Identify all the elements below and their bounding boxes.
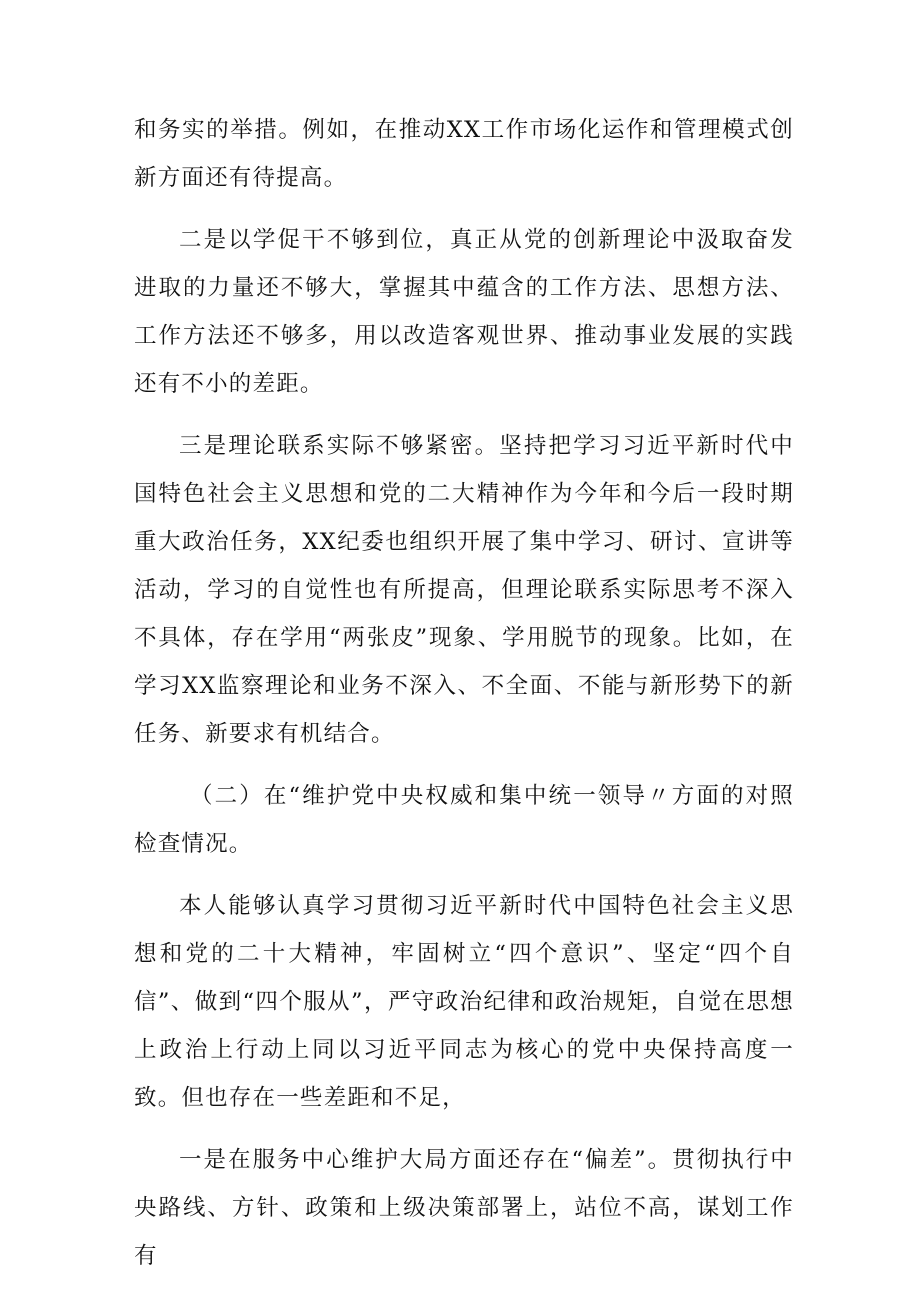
paragraph-continuation: 和务实的举措。例如，在推动XX工作市场化运作和管理模式创新方面还有待提高。 [134, 117, 794, 191]
paragraph-point-one: 一是在服务中心维护大局方面还存在“偏差”。贯彻执行中央路线、方针、政策和上级决策部署上，站位不高，谋划工作有 [134, 1147, 794, 1269]
document-body [134, 106, 794, 1280]
section-heading-two: （二）在“维护党中央权威和集中统一领导〃方面的对照检查情况。 [134, 783, 794, 857]
paragraph-self-review: 本人能够认真学习贯彻习近平新时代中国特色社会主义思想和党的二十大精神，牢固树立“四个意识”、坚定“四个自信”、做到“四个服从”，严守政治纪律和政治规矩，自觉在思想上政治上行动上同以习近平同志为核心的党中央保持高度一致。但也存在一些差距和不足， [134, 893, 794, 1111]
paragraph-point-three: 三是理论联系实际不够紧密。坚持把学习习近平新时代中国特色社会主义思想和党的二大精神作为今年和今后一段时期重大政治任务，XX纪委也组织开展了集中学习、研讨、宣讲等活动，学习的自觉性也有所提高，但理论联系实际思考不深入不具体，存在学用“两张皮”现象、学用脱节的现象。比如，在学习XX监察理论和业务不深入、不全面、不能与新形势下的新任务、新要求有机结合。 [134, 433, 794, 747]
paragraph-point-two: 二是以学促干不够到位，真正从党的创新理论中汲取奋发进取的力量还不够大，掌握其中蕴含的工作方法、思想方法、工作方法还不够多，用以改造客观世界、推动事业发展的实践还有不小的差距。 [134, 227, 794, 397]
